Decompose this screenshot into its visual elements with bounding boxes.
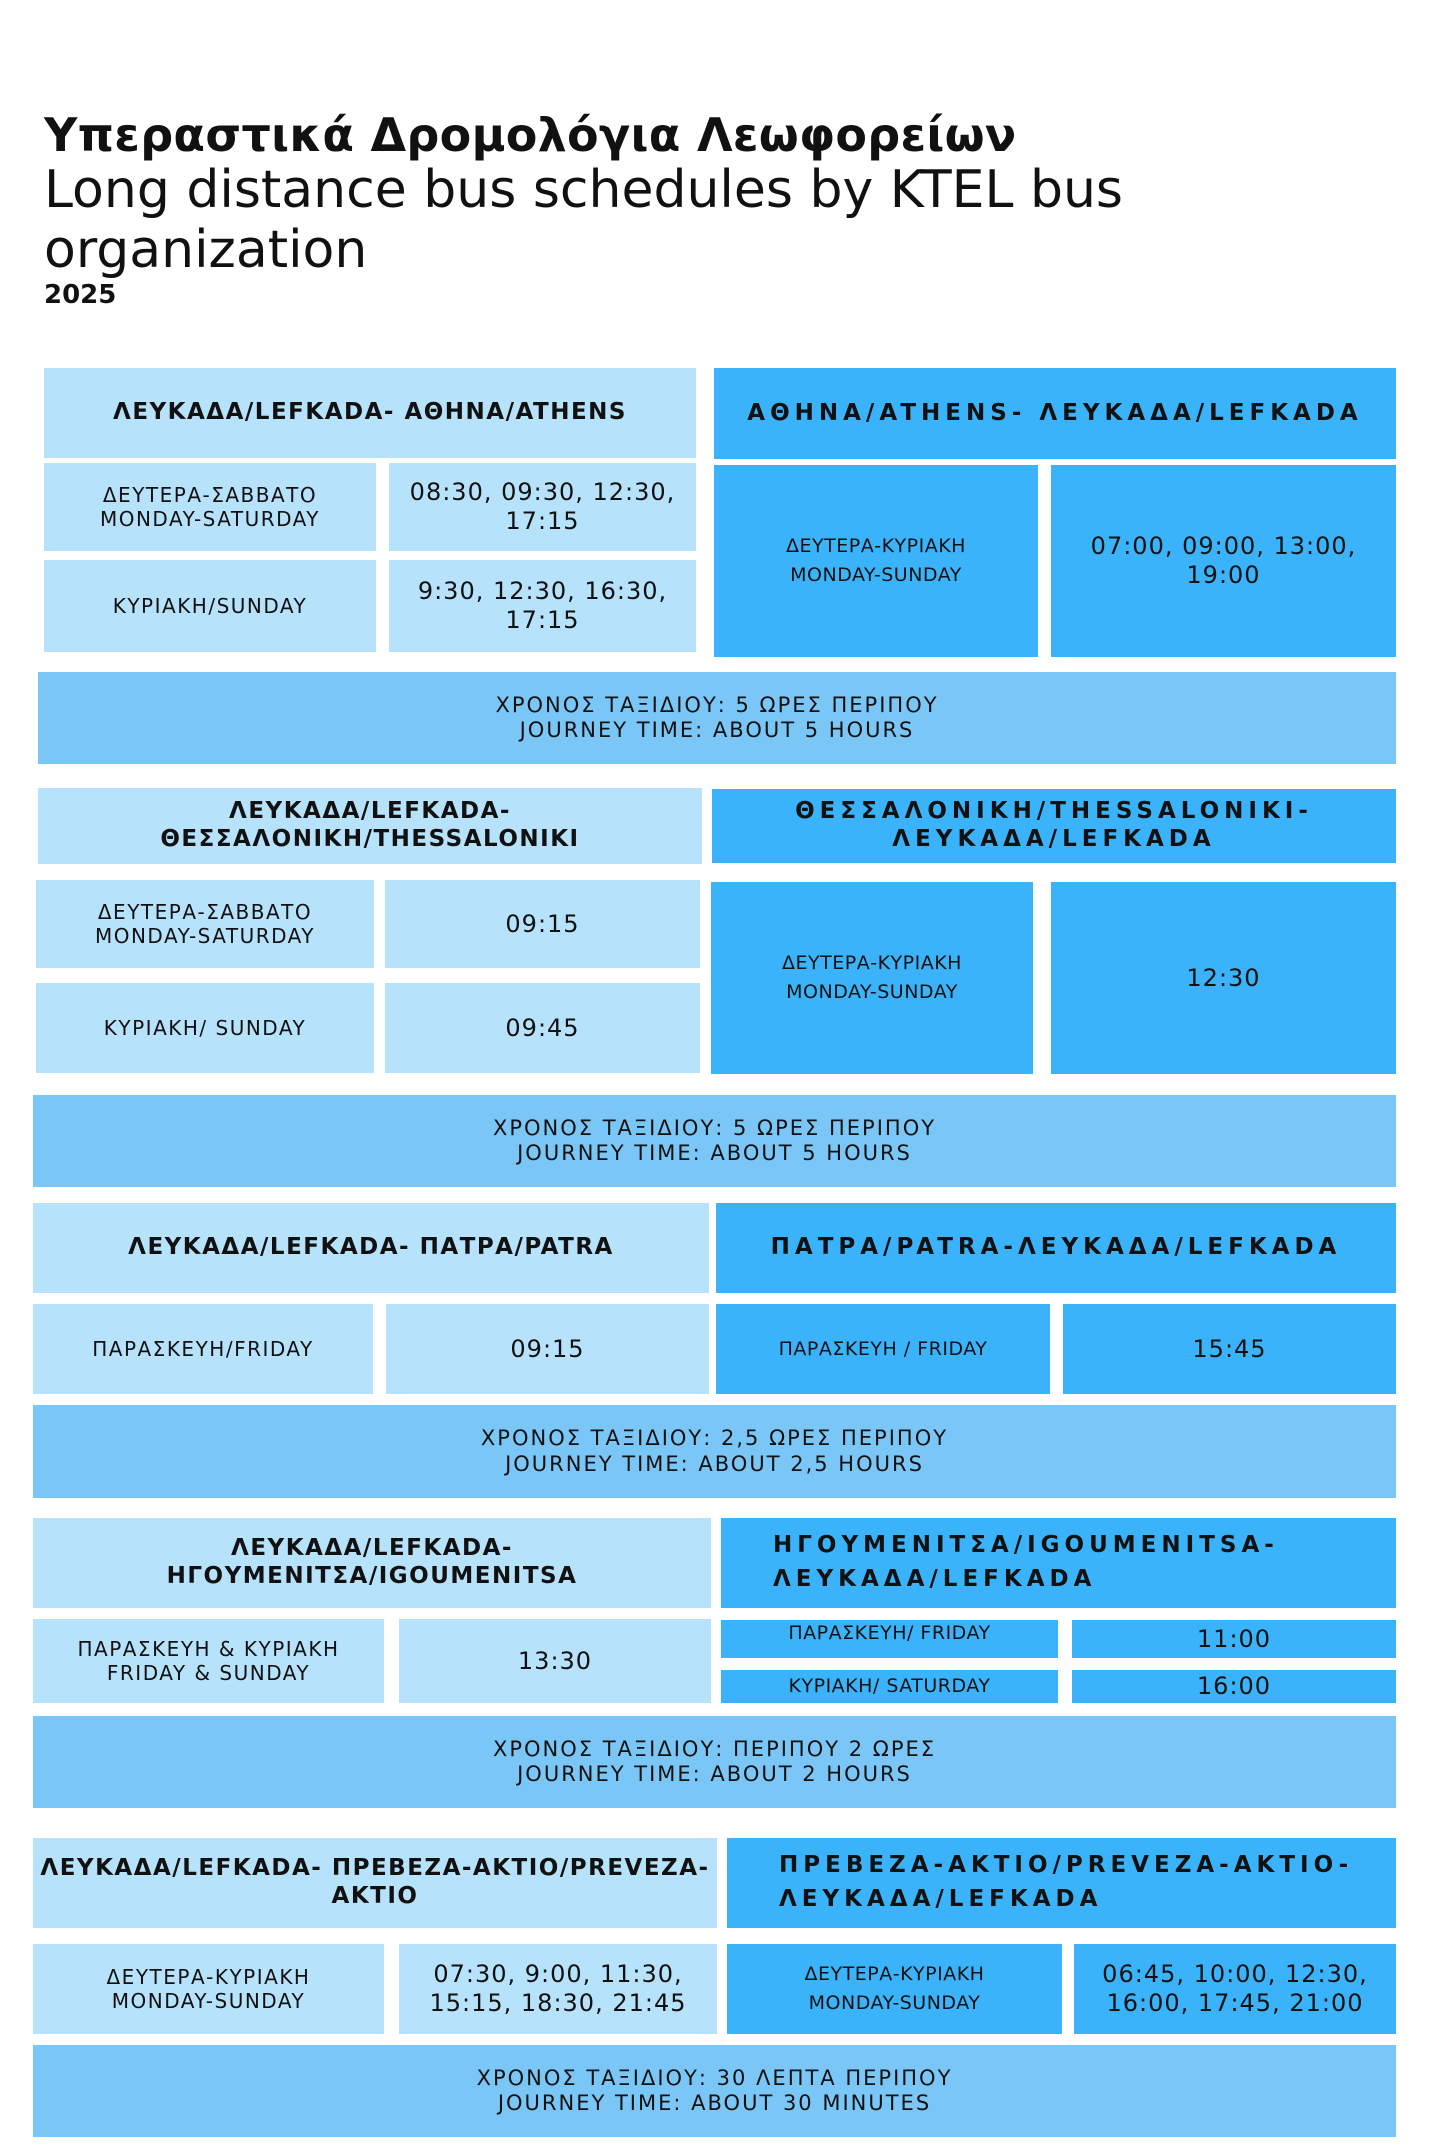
day-label-greek: ΔΕΥΤΕΡΑ-ΚΥΡΙΑΚΗ: [106, 1965, 311, 1989]
day-label-english: MONDAY-SATURDAY: [94, 924, 316, 948]
route-header-preveza-lefkada: [727, 1838, 1396, 1928]
schedule-day-cell: [33, 1304, 373, 1394]
departure-times: 9:30, 12:30, 16:30,: [417, 577, 668, 606]
day-label-greek: ΠΑΡΑΣΚΕΥΗ & ΚΥΡΙΑΚΗ: [77, 1637, 340, 1661]
route-header-igoumenitsa-lefkada: [721, 1518, 1396, 1608]
route-header-thessaloniki-lefkada: [712, 789, 1396, 863]
schedule-time-cell: [1072, 1620, 1396, 1658]
journey-time-banner: [38, 672, 1396, 764]
route-header-athens-lefkada: [714, 368, 1396, 459]
schedule-day-cell: [721, 1620, 1058, 1658]
route-title: ΛΕΥΚΑΔΑ/LEFKADA: [892, 826, 1216, 852]
route-title: ΘΕΣΣΑΛΟΝΙΚΗ/THESSALONIKI-: [795, 798, 1313, 825]
page-title-greek: Υπεραστικά Δρομολόγια Λεωφορείων: [44, 108, 1017, 162]
departure-time: 12:30: [1186, 963, 1261, 992]
route-header-lefkada-igoumenitsa: [33, 1518, 711, 1608]
schedule-time-cell: [399, 1619, 711, 1703]
journey-time-greek: ΧΡΟΝΟΣ ΤΑΞΙΔΙΟΥ: 5 ΩΡΕΣ ΠΕΡΙΠΟΥ: [495, 692, 939, 717]
schedule-time-cell: [386, 1304, 709, 1394]
schedule-time-cell: [1063, 1304, 1396, 1394]
journey-time-banner: [33, 1095, 1396, 1187]
journey-time-english: JOURNEY TIME: ABOUT 2,5 HOURS: [505, 1451, 924, 1476]
schedule-day-cell: [33, 1944, 384, 2034]
day-label-greek: ΔΕΥΤΕΡΑ-ΚΥΡΙΑΚΗ: [782, 952, 962, 975]
day-label-greek: ΔΕΥΤΕΡΑ-ΚΥΡΙΑΚΗ: [804, 1963, 985, 1986]
journey-time-english: JOURNEY TIME: ABOUT 30 MINUTES: [497, 2091, 932, 2115]
journey-time-english: JOURNEY TIME: ABOUT 2 HOURS: [517, 1762, 912, 1786]
journey-time-english: JOURNEY TIME: ABOUT 5 HOURS: [519, 718, 915, 742]
route-title: ΑΘΗΝΑ/ATHENS- ΛΕΥΚΑΔΑ/LEFKADA: [747, 399, 1363, 426]
schedule-time-cell: [389, 560, 696, 652]
departure-time: 13:30: [517, 1646, 593, 1675]
departure-time: 09:45: [505, 1013, 580, 1042]
departure-time: 16:00: [1196, 1672, 1272, 1701]
route-header-lefkada-patra: [33, 1203, 709, 1293]
schedule-time-cell: [1072, 1670, 1396, 1703]
route-title: ΑΚΤΙΟ: [331, 1883, 419, 1909]
schedule-time-cell: [1074, 1944, 1396, 2034]
day-label-greek: ΔΕΥΤΕΡΑ-ΣΑΒΒΑΤΟ: [102, 483, 318, 507]
schedule-day-cell: [33, 1619, 384, 1703]
journey-time-banner: [33, 2045, 1396, 2137]
schedule-day-cell: [44, 463, 376, 551]
schedule-day-cell: [714, 465, 1038, 657]
schedule-day-cell: [711, 882, 1033, 1074]
departure-time: 15:45: [1192, 1334, 1267, 1363]
route-title: ΘΕΣΣΑΛΟΝΙΚΗ/THESSALONIKI: [160, 826, 580, 852]
route-title: ΛΕΥΚΑΔΑ/LEFKADA- ΑΘΗΝΑ/ATHENS: [113, 399, 627, 426]
departure-times: 07:30, 9:00, 11:30,: [433, 1960, 683, 1989]
departure-times: 16:00, 17:45, 21:00: [1106, 1989, 1364, 2017]
route-title: ΛΕΥΚΑΔΑ/LEFKADA- ΠΑΤΡΑ/PATRA: [128, 1234, 614, 1261]
departure-times: 07:00, 09:00, 13:00,: [1090, 532, 1357, 561]
day-label-english: MONDAY-SUNDAY: [111, 1989, 306, 2013]
journey-time-greek: ΧΡΟΝΟΣ ΤΑΞΙΔΙΟΥ: 5 ΩΡΕΣ ΠΕΡΙΠΟΥ: [492, 1115, 937, 1140]
route-title: ΠΡΕΒΕΖΑ-ΑΚΤΙΟ/PREVEZA-AKTIO-: [779, 1852, 1354, 1879]
schedule-day-cell: [727, 1944, 1062, 2034]
day-label-english: MONDAY-SATURDAY: [99, 507, 321, 531]
schedule-day-cell: [44, 560, 376, 652]
schedule-day-cell: [716, 1304, 1050, 1394]
journey-time-greek: ΧΡΟΝΟΣ ΤΑΞΙΔΙΟΥ: 2,5 ΩΡΕΣ ΠΕΡΙΠΟΥ: [480, 1426, 949, 1451]
journey-time-greek: ΧΡΟΝΟΣ ΤΑΞΙΔΙΟΥ: 30 ΛΕΠΤΑ ΠΕΡΙΠΟΥ: [476, 2065, 953, 2090]
departure-times: 06:45, 10:00, 12:30,: [1102, 1960, 1368, 1989]
day-label: ΠΑΡΑΣΚΕΥΗ / FRIDAY: [778, 1337, 988, 1360]
journey-time-greek: ΧΡΟΝΟΣ ΤΑΞΙΔΙΟΥ: ΠΕΡΙΠΟΥ 2 ΩΡΕΣ: [492, 1736, 937, 1761]
schedule-time-cell: [385, 983, 700, 1073]
departure-time: 09:15: [505, 909, 580, 938]
schedule-day-cell: [36, 983, 374, 1073]
schedule-day-cell: [36, 880, 374, 968]
route-header-lefkada-thessaloniki: [38, 788, 702, 864]
route-header-lefkada-preveza: [33, 1838, 717, 1928]
page-title-english: Long distance bus schedules by KTEL bus organization: [44, 160, 1124, 280]
day-label-english: FRIDAY & SUNDAY: [106, 1661, 311, 1685]
departure-times: 17:15: [505, 507, 580, 535]
day-label: ΠΑΡΑΣΚΕΥΗ/ FRIDAY: [788, 1622, 991, 1644]
day-label-greek: ΔΕΥΤΕΡΑ-ΚΥΡΙΑΚΗ: [786, 535, 966, 558]
schedule-day-cell: [721, 1670, 1058, 1703]
day-label-english: MONDAY-SUNDAY: [790, 564, 962, 586]
day-label: ΚΥΡΙΑΚΗ/SUNDAY: [112, 594, 308, 618]
day-label: ΚΥΡΙΑΚΗ/ SATURDAY: [788, 1675, 991, 1698]
day-label: ΚΥΡΙΑΚΗ/ SUNDAY: [103, 1016, 307, 1040]
day-label-greek: ΔΕΥΤΕΡΑ-ΣΑΒΒΑΤΟ: [97, 900, 313, 924]
schedule-time-cell: [385, 880, 700, 968]
schedule-time-cell: [399, 1944, 717, 2034]
route-title: ΛΕΥΚΑΔΑ/LEFKADA- ΠΡΕΒΕΖΑ-ΑΚΤΙΟ/PREVEZA-: [40, 1855, 710, 1882]
schedule-time-cell: [389, 463, 696, 551]
day-label: ΠΑΡΑΣΚΕΥΗ/FRIDAY: [92, 1337, 314, 1361]
journey-time-english: JOURNEY TIME: ABOUT 5 HOURS: [517, 1141, 912, 1165]
departure-times: 17:15: [505, 606, 580, 634]
route-title: ΠΑΤΡΑ/PATRA-ΛΕΥΚΑΔΑ/LEFKADA: [770, 1234, 1342, 1261]
day-label-english: MONDAY-SUNDAY: [786, 981, 958, 1003]
departure-times: 08:30, 09:30, 12:30,: [409, 478, 676, 507]
route-title: ΛΕΥΚΑΔΑ/LEFKADA-: [231, 1535, 513, 1562]
departure-times: 19:00: [1186, 561, 1261, 589]
route-title: ΛΕΥΚΑΔΑ/LEFKADA-: [229, 798, 511, 825]
route-title: ΗΓΟΥΜΕΝΙΤΣΑ/IGOUMENITSA: [166, 1563, 578, 1589]
journey-time-banner: [33, 1716, 1396, 1808]
departure-time: 11:00: [1196, 1624, 1272, 1653]
route-title: ΗΓΟΥΜΕΝΙΤΣΑ/IGOUMENITSA-: [773, 1532, 1279, 1559]
day-label-english: MONDAY-SUNDAY: [808, 1992, 981, 2014]
departure-time: 09:15: [510, 1334, 585, 1363]
departure-times: 15:15, 18:30, 21:45: [429, 1989, 687, 2017]
route-header-patra-lefkada: [716, 1203, 1396, 1293]
year-label: 2025: [44, 280, 117, 310]
schedule-time-cell: [1051, 882, 1396, 1074]
schedule-time-cell: [1051, 465, 1396, 657]
route-title: ΛΕΥΚΑΔΑ/LEFKADA: [773, 1566, 1097, 1592]
route-title: ΛΕΥΚΑΔΑ/LEFKADA: [779, 1886, 1103, 1912]
journey-time-banner: [33, 1405, 1396, 1498]
route-header-lefkada-athens: [44, 368, 696, 458]
